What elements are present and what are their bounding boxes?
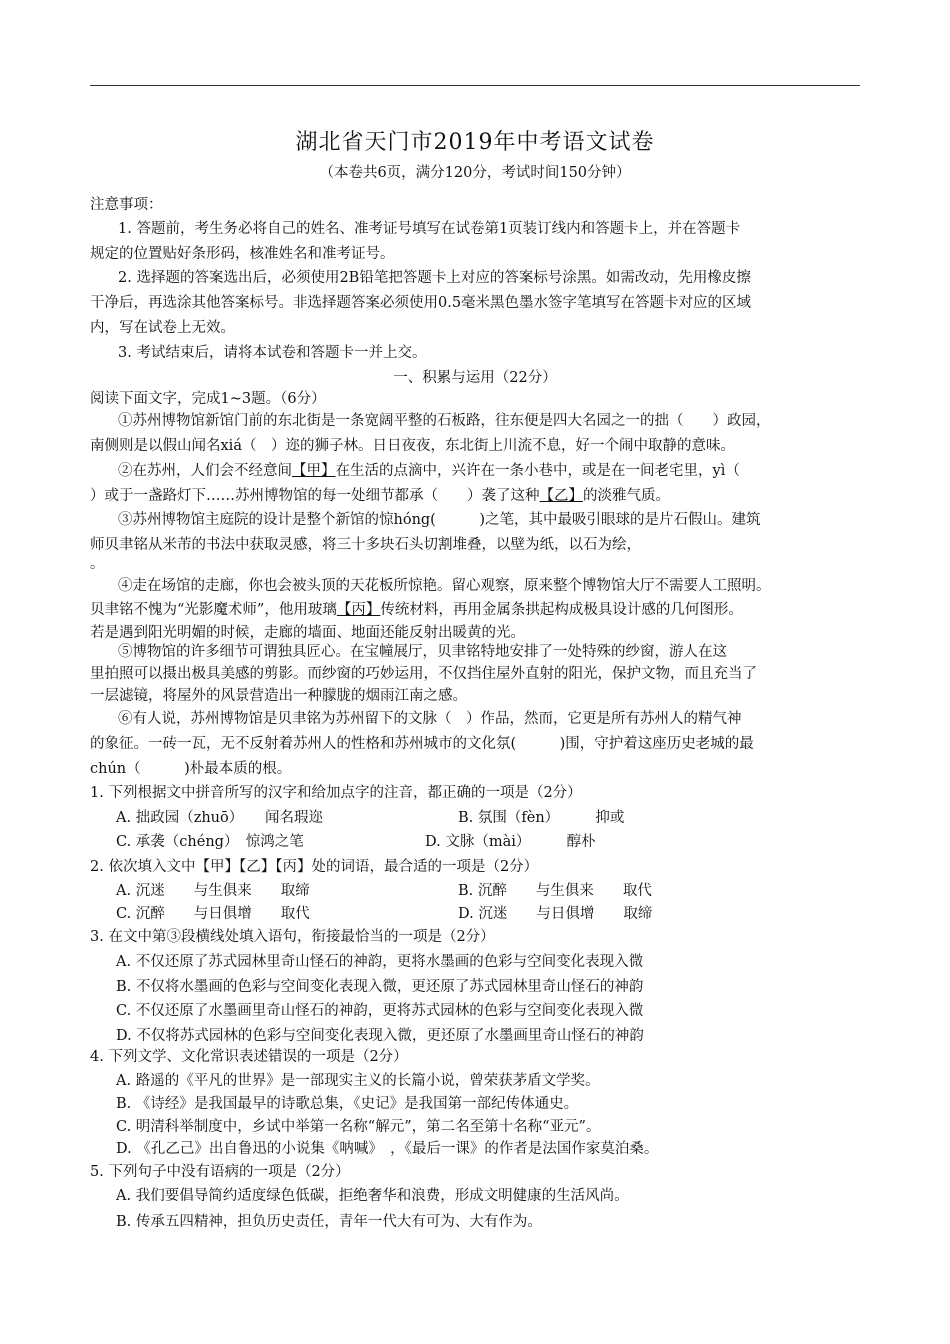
passage-line: 若是遇到阳光明媚的时候，走廊的墙面、地面还能反射出暖黄的光。 bbox=[90, 625, 525, 641]
question-option: A. 沉迷 与生俱来 取缔 bbox=[116, 883, 310, 899]
blank-jia: 【甲】 bbox=[292, 463, 336, 479]
blank-yi: 【乙】 bbox=[539, 488, 583, 504]
passage-line bbox=[90, 486, 670, 506]
passage-line: 一层滤镜，将屋外的风景营造出一种朦胧的烟雨江南之感。 bbox=[90, 688, 467, 704]
passage-line: 里拍照可以摄出极具美感的剪影。而纱窗的巧妙运用，不仅挡住屋外直射的阳光，保护文物，而且充当了 bbox=[90, 666, 757, 682]
passage-line: 的象征。一砖一瓦，无不反射着苏州人的性格和苏州城市的文化氛( )围，守护着这座历史老城的最 bbox=[90, 736, 754, 752]
question-stem: 5. 下列句子中没有语病的一项是（2分） bbox=[90, 1164, 350, 1180]
notice-line: 2. 选择题的答案选出后，必须使用2B铅笔把答题卡上对应的答案标号涂黑。如需改动，先用橡皮擦 bbox=[118, 270, 751, 286]
page-title: 湖北省天门市2019年中考语文试卷 bbox=[295, 130, 655, 155]
passage-text: 传统材料，再用金属条拱起构成极具设计感的几何图形。 bbox=[380, 602, 743, 618]
question-option: D. 《孔乙己》出自鲁迅的小说集《呐喊》 ，《最后一课》的作者是法国作家莫泊桑。 bbox=[116, 1141, 659, 1157]
passage-text: ）或于一盏路灯下……苏州博物馆的每一处细节都承（ ）袭了这种 bbox=[90, 488, 540, 504]
notice-heading: 注意事项： bbox=[90, 197, 163, 213]
passage-line: 。 bbox=[90, 556, 105, 572]
question-option: B. 沉醉 与生俱来 取代 bbox=[458, 883, 652, 899]
question-stem: 3. 在文中第③段横线处填入语句，衔接最恰当的一项是（2分） bbox=[90, 929, 495, 945]
question-option: A. 拙政园（zhuō） 闻名瑕迩 bbox=[116, 810, 323, 826]
header-rule bbox=[90, 85, 860, 86]
question-option: D. 沉迷 与日俱增 取缔 bbox=[458, 906, 653, 922]
notice-line: 内，写在试卷上无效。 bbox=[90, 320, 235, 336]
page-subtitle: （本卷共6页，满分120分，考试时间150分钟） bbox=[319, 165, 631, 181]
question-option: C. 承袭（chéng） 惊鸿之笔 bbox=[116, 834, 304, 850]
notice-line: 1. 答题前，考生务必将自己的姓名、准考证号填写在试卷第1页装订线内和答题卡上，并在答题卡 bbox=[118, 221, 741, 237]
question-option: B. 氛围（fèn） 抑或 bbox=[458, 810, 625, 826]
passage-line: ⑥有人说，苏州博物馆是贝聿铭为苏州留下的文脉（ ）作品，然而，它更是所有苏州人的精气神 bbox=[118, 711, 742, 727]
section-instruction: 阅读下面文字，完成1~3题。（6分） bbox=[90, 391, 326, 407]
passage-line bbox=[90, 600, 743, 620]
blank-bing: 【丙】 bbox=[336, 602, 381, 618]
passage-text: 在生活的点滴中，兴许在一条小巷中，或是在一间老宅里，yì（ bbox=[335, 463, 740, 479]
question-option: B. 《诗经》是我国最早的诗歌总集，《史记》是我国第一部纪传体通史。 bbox=[116, 1096, 579, 1112]
passage-text: 的淡雅气质。 bbox=[583, 488, 670, 504]
question-stem: 2. 依次填入文中【甲】【乙】【丙】处的词语，最合适的一项是（2分） bbox=[90, 859, 539, 875]
passage-line: 师贝聿铭从米芾的书法中获取灵感，将三十多块石头切割堆叠，以壁为纸，以石为绘， bbox=[90, 537, 641, 553]
question-option: C. 沉醉 与日俱增 取代 bbox=[116, 906, 310, 922]
passage-line: chún（ )朴最本质的根。 bbox=[90, 761, 292, 777]
passage-text: ②在苏州，人们会不经意间 bbox=[118, 463, 292, 479]
notice-line: 规定的位置贴好条形码，核准姓名和准考证号。 bbox=[90, 246, 395, 262]
notice-line: 3. 考试结束后，请将本试卷和答题卡一并上交。 bbox=[118, 345, 427, 361]
question-option: D. 文脉（mài） 醇朴 bbox=[425, 834, 596, 850]
question-stem: 4. 下列文学、文化常识表述错误的一项是（2分） bbox=[90, 1049, 408, 1065]
passage-line bbox=[118, 461, 740, 481]
question-option: A. 不仅还原了苏式园林里奇山怪石的神韵，更将水墨画的色彩与空间变化表现入微 bbox=[116, 954, 644, 970]
question-option: A. 我们要倡导简约适度绿色低碳，拒绝奢华和浪费，形成文明健康的生活风尚。 bbox=[116, 1188, 629, 1204]
question-option: D. 不仅将苏式园林的色彩与空间变化表现入微，更还原了水墨画里奇山怪石的神韵 bbox=[116, 1028, 644, 1044]
section-heading: 一、积累与运用（22分） bbox=[393, 370, 557, 386]
passage-text: 贝聿铭不愧为“光影魔术师”，他用玻璃 bbox=[90, 602, 337, 618]
question-stem: 1. 下列根据文中拼音所写的汉字和给加点字的注音，都正确的一项是（2分） bbox=[90, 785, 582, 801]
passage-line: ④走在场馆的走廊，你也会被头顶的天花板所惊艳。留心观察，原来整个博物馆大厅不需要人工照明。 bbox=[118, 578, 771, 594]
question-option: B. 传承五四精神，担负历史责任，青年一代大有可为、大有作为。 bbox=[116, 1214, 542, 1230]
notice-line: 干净后，再选涂其他答案标号。非选择题答案必须使用0.5毫米黑色墨水签字笔填写在答题卡对应的区域 bbox=[90, 295, 752, 311]
passage-line: 南侧则是以假山闻名xiá（ ）迩的狮子林。日日夜夜，东北街上川流不息，好一个闹中取静的意味。 bbox=[90, 438, 735, 454]
question-option: B. 不仅将水墨画的色彩与空间变化表现入微，更还原了苏式园林里奇山怪石的神韵 bbox=[116, 979, 644, 995]
passage-line: ①苏州博物馆新馆门前的东北街是一条宽阔平整的石板路，往东便是四大名园之一的拙（ ）政园， bbox=[118, 413, 771, 429]
passage-line: ③苏州博物馆主庭院的设计是整个新馆的惊hóng( )之笔，其中最吸引眼球的是片石假山。建筑 bbox=[118, 512, 761, 528]
passage-line: ⑤博物馆的许多细节可谓独具匠心。在宝幢展厅，贝聿铭特地安排了一处特殊的纱窗，游人在这 bbox=[118, 644, 727, 660]
question-option: C. 明清科举制度中，乡试中举第一名称“解元”，第二名至第十名称“亚元”。 bbox=[116, 1119, 601, 1135]
question-option: C. 不仅还原了水墨画里奇山怪石的神韵，更将苏式园林的色彩与空间变化表现入微 bbox=[116, 1003, 644, 1019]
question-option: A. 路遥的《平凡的世界》是一部现实主义的长篇小说，曾荣获茅盾文学奖。 bbox=[116, 1073, 600, 1089]
